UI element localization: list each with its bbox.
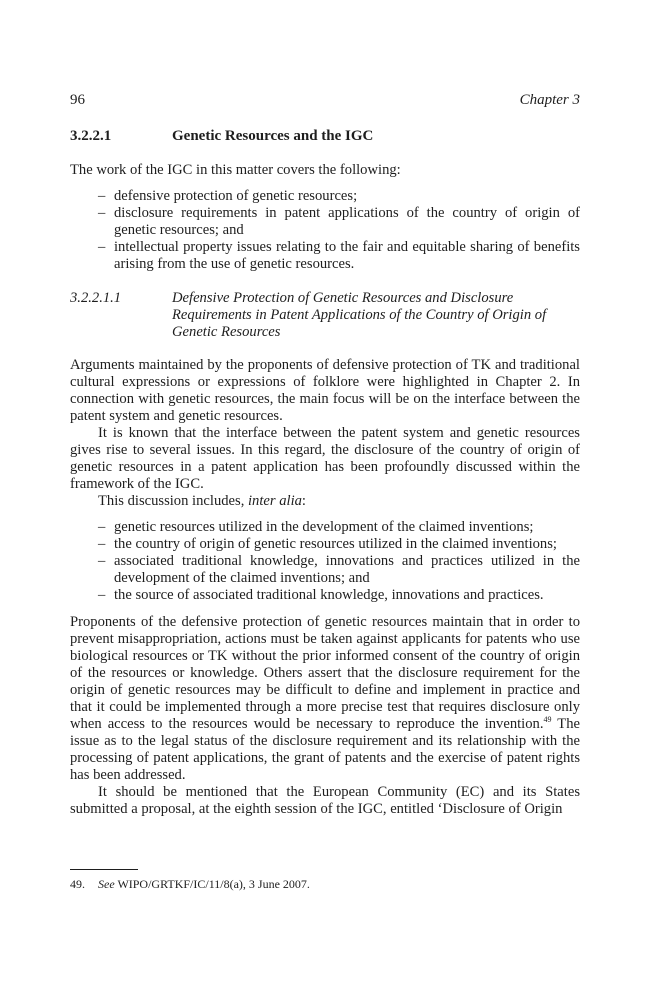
footnote: 49. See WIPO/GRTKF/IC/11/8(a), 3 June 2007. [70,877,310,891]
list-item: – disclosure requirements in patent applications of the country of origin of genetic resources; and [98,205,580,238]
subsection-heading [70,290,580,341]
running-head [70,90,580,110]
dash-bullet: – [98,519,106,535]
list-item: – defensive protection of genetic resources; [98,188,358,204]
dash-bullet: – [98,536,106,552]
igc-work-list [70,188,580,273]
body-text-continued [70,614,580,818]
dash-bullet: – [98,553,106,569]
discussion-list [70,519,580,604]
paragraph: It is known that the interface between the patent system and genetic resources gives rise to several issues. In this regard, the disclosure of the country of origin of genetic resources in a patent application has been profoundly discussed within the framework of the IGC. [70,425,580,492]
list-item: – intellectual property issues relating to the fair and equitable sharing of benefits arising from the use of genetic resources. [98,239,580,272]
paragraph: Proponents of the defensive protection of genetic resources maintain that in order to prevent misappropriation, actions must be taken against applicants for patents who use biological resources or TK without the prior informed consent of the country of origin of the resources or knowledge. Others assert that the disclosure requirement for the origin of genetic resources may be difficult to define and implement in practice and that it could be implemented through a more precise test that requires disclosure only when access to the resources would be necessary to reproduce the invention.$^{49}$ The issue as to the legal status of the disclosure requirement and its relationship with the processing of patent applications, the grant of patents and the exercise of patent rights has been addressed. [70,614,580,783]
footnote-number: 49. [70,877,85,891]
body-text [70,357,580,510]
section-number: 3.2.2.1 [70,128,112,144]
list-item: – the source of associated traditional knowledge, innovations and practices. [98,587,544,603]
chapter-label: Chapter 3 [519,92,580,108]
subsection-number: 3.2.2.1.1 [70,290,122,306]
dash-bullet: – [98,239,106,255]
dash-bullet: – [98,205,106,221]
subsection-title: Defensive Protection of Genetic Resources and Disclosure Requirements in Patent Applications of the Country of Origin of Genetic Resources [172,290,547,340]
section-heading [70,126,580,146]
footnote-reference[interactable]: 49 [543,715,552,725]
list-item: – associated traditional knowledge, innovations and practices utilized in the development of the claimed inventions; and [98,553,580,586]
page-body [70,90,580,818]
list-item: – the country of origin of genetic resources utilized in the claimed inventions; [98,536,557,552]
list-item: – genetic resources utilized in the development of the claimed inventions; [98,519,534,535]
paragraph: Arguments maintained by the proponents of defensive protection of TK and traditional cultural expressions or expressions of folklore were highlighted in Chapter 2. In connection with genetic resources, the main focus will be on the interface between the patent system and genetic resources. [70,357,580,424]
dash-bullet: – [98,188,106,204]
paragraph: It should be mentioned that the European Community (EC) and its States submitted a proposal, at the eighth session of the IGC, entitled ‘Disclosure of Origin [70,784,580,817]
section-title: Genetic Resources and the IGC [172,128,374,144]
intro-paragraph: The work of the IGC in this matter covers the following: [70,162,401,178]
paragraph: This discussion includes, inter alia: [98,493,306,509]
page-number: 96 [70,92,85,108]
footnote-divider [70,869,138,870]
dash-bullet: – [98,587,106,603]
